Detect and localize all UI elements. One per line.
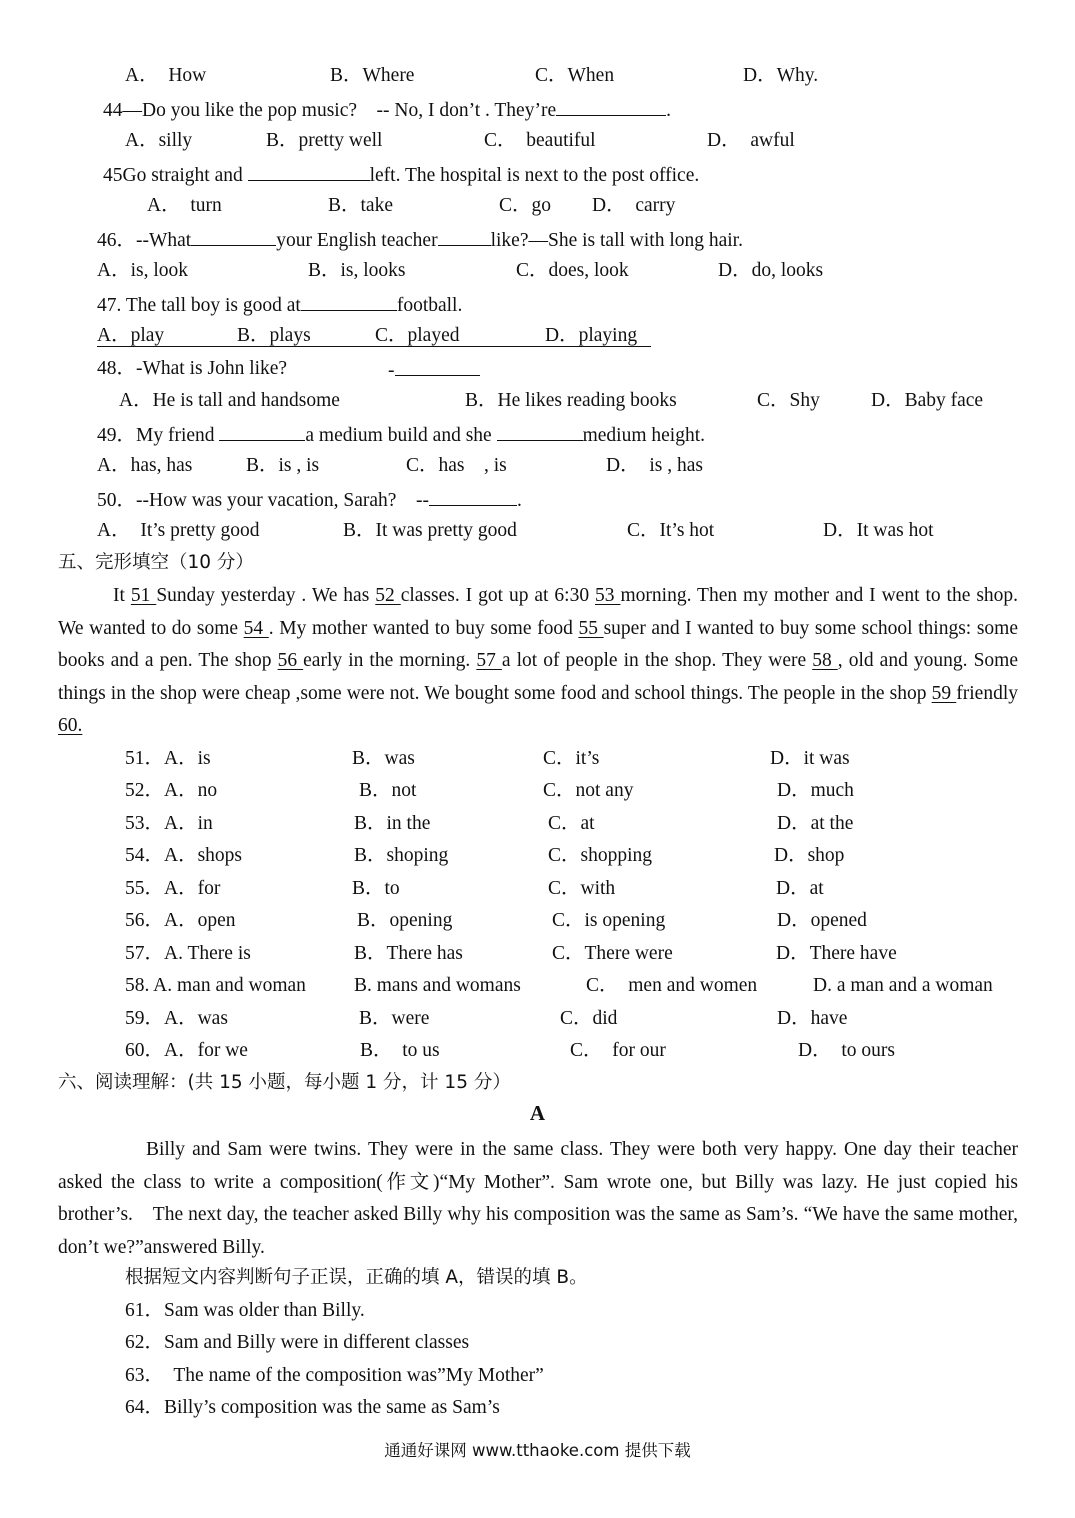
q45-option-b: B．take: [328, 195, 393, 216]
section5-title: 五、完形填空（10 分）: [58, 552, 254, 573]
cloze-option: B． to us: [360, 1040, 440, 1061]
q46-option-c: C．does, look: [516, 260, 629, 281]
q49-option-c: C．has , is: [406, 455, 507, 476]
q45-option-c: C．go: [499, 195, 552, 216]
passage-letter: A: [529, 1101, 546, 1125]
q48-option-c: C．Shy: [757, 390, 820, 411]
cloze-option: D． to ours: [798, 1040, 895, 1061]
q48-option-a: A．He is tall and handsome: [119, 390, 340, 411]
cloze-option: C．not any: [543, 780, 634, 801]
cloze-option: D．at the: [777, 813, 854, 834]
cloze-option: B．shoping: [354, 845, 449, 866]
q46-stem: 46．--What your English teacher like?—She is tall with long hair.: [97, 227, 743, 253]
cloze-option: C．did: [560, 1008, 618, 1029]
cloze-option: D．shop: [774, 845, 845, 866]
q44-option-b: B．pretty well: [266, 130, 383, 151]
section6-title: 六、阅读理解：(共 15 小题，每小题 1 分，计 15 分）: [58, 1072, 511, 1093]
footer-source: 通通好课网 www.tthaoke.com 提供下载: [384, 1441, 691, 1460]
q47-stem: 47. The tall boy is good at football.: [97, 292, 462, 318]
q46-option-b: B．is, looks: [308, 260, 406, 281]
q49-option-d: D． is , has: [606, 455, 703, 476]
q45-option-d: D． carry: [592, 195, 676, 216]
q47-option-d: D．playing: [545, 325, 638, 346]
judgment-62: 62．Sam and Billy were in different classes: [125, 1332, 470, 1353]
cloze-blank-56: 56: [277, 650, 304, 672]
q46-option-a: A．is, look: [97, 260, 189, 281]
q43-option-b: B．Where: [330, 65, 415, 86]
q48-option-d: D．Baby face: [871, 390, 984, 411]
cloze-option: 55．A．for: [125, 878, 221, 899]
cloze-option: 53．A．in: [125, 813, 213, 834]
q50-option-a: A． It’s pretty good: [97, 520, 260, 541]
q44-option-d: D． awful: [707, 130, 795, 151]
cloze-option: 58. A. man and woman: [125, 975, 306, 996]
cloze-option: C．is opening: [552, 910, 666, 931]
cloze-blank-52: 52: [375, 585, 401, 606]
q50-option-d: D．It was hot: [823, 520, 934, 541]
cloze-blank-51: 51: [130, 585, 157, 606]
cloze-option: B．was: [352, 748, 415, 769]
cloze-option: D. a man and a woman: [813, 975, 993, 996]
cloze-option: B．in the: [354, 813, 431, 834]
q44-stem: 44—Do you like the pop music? -- No, I don’t . They’re .: [103, 97, 671, 123]
q50-stem: 50．--How was your vacation, Sarah? -- .: [97, 487, 522, 513]
q49-option-b: B．is , is: [246, 455, 320, 476]
cloze-blank-58: 58: [812, 650, 838, 672]
cloze-blank-53: 53: [595, 585, 621, 606]
cloze-option: D．it was: [770, 748, 850, 769]
cloze-option: D．There have: [776, 943, 897, 964]
cloze-option: 59．A．was: [125, 1008, 228, 1029]
cloze-option: C．at: [548, 813, 595, 834]
q47-option-c: C．played: [375, 325, 460, 346]
instruction: 根据短文内容判断句子正误，正确的填 A，错误的填 B。: [125, 1267, 588, 1288]
cloze-option: B. mans and womans: [354, 975, 521, 996]
cloze-option: C． for our: [570, 1040, 666, 1061]
cloze-option: 57．A. There is: [125, 943, 251, 964]
cloze-option: B．were: [359, 1008, 430, 1029]
cloze-option: C．There were: [552, 943, 673, 964]
cloze-option: C．with: [548, 878, 616, 899]
cloze-blank-60: 60.: [58, 715, 83, 737]
judgment-61: 61．Sam was older than Billy.: [125, 1300, 365, 1321]
q46-option-d: D．do, looks: [718, 260, 824, 281]
q43-option-a: A． How: [125, 65, 207, 86]
q47-option-b: B．plays: [237, 325, 311, 346]
cloze-option: B．There has: [354, 943, 463, 964]
cloze-blank-55: 55: [578, 617, 604, 639]
q49-stem: 49．My friend a medium build and she medium height.: [97, 422, 705, 448]
reading-passage: Billy and Sam were twins. They were in the same class. They were both very happy. One day their teacher asked the class to write a composition(作文)“My Mother”. Sam wrote one, but Billy was lazy. He just copied his brother’s. The next day, the teacher asked Billy why his composition was the same as Sam’s. “We have the same mother, don’t we?”answered Billy.: [58, 1139, 1018, 1258]
q48-option-b: B．He likes reading books: [465, 390, 677, 411]
q45-stem: 45Go straight and left. The hospital is next to the post office.: [103, 162, 699, 188]
judgment-64: 64．Billy’s composition was the same as Sam’s: [125, 1397, 500, 1418]
cloze-option: B．opening: [357, 910, 453, 931]
q50-option-c: C．It’s hot: [627, 520, 715, 541]
q48-answer-blank: -: [388, 357, 480, 383]
cloze-option: 54．A．shops: [125, 845, 243, 866]
q48-stem: 48．-What is John like?: [97, 358, 288, 379]
cloze-option: D．much: [777, 780, 854, 801]
cloze-option: B．to: [352, 878, 400, 899]
cloze-blank-59: 59: [931, 682, 957, 704]
cloze-passage: It 51 Sunday yesterday . We has 52 classes. I got up at 6:30 53 morning. Then my mother and I went to the shop. We wanted to do some 54 . My mother wanted to buy some food 55 super and I wanted to buy some school things: some books and a pen. The shop 56 early in the morning. 57 a lot of people in the shop. They were 58 , old and young. Some things in the shop were cheap ,some were not. We bought some food and school things. The people in the shop 59 friendly 60.: [58, 585, 1019, 737]
q44-option-a: A．silly: [125, 130, 193, 151]
judgment-63: 63． The name of the composition was”My Mother”: [125, 1365, 544, 1386]
cloze-option: B．not: [359, 780, 417, 801]
cloze-option: 56．A．open: [125, 910, 236, 931]
cloze-option: C．shopping: [548, 845, 653, 866]
q47-option-a: A．play: [97, 325, 165, 346]
q44-option-c: C． beautiful: [484, 130, 596, 151]
cloze-option: D．have: [777, 1008, 848, 1029]
cloze-option: D．opened: [777, 910, 867, 931]
q43-option-c: C．When: [535, 65, 615, 86]
q45-option-a: A． turn: [147, 195, 222, 216]
q43-option-d: D．Why.: [743, 65, 819, 86]
cloze-blank-54: 54: [243, 617, 269, 639]
cloze-option: 52．A．no: [125, 780, 218, 801]
cloze-option: D．at: [776, 878, 824, 899]
cloze-option: 51．A．is: [125, 748, 211, 769]
q49-option-a: A．has, has: [97, 455, 193, 476]
cloze-option: C．it’s: [543, 748, 600, 769]
cloze-option: C． men and women: [586, 975, 758, 996]
cloze-option: 60．A．for we: [125, 1040, 248, 1061]
cloze-blank-57: 57: [476, 650, 502, 672]
q50-option-b: B．It was pretty good: [343, 520, 517, 541]
